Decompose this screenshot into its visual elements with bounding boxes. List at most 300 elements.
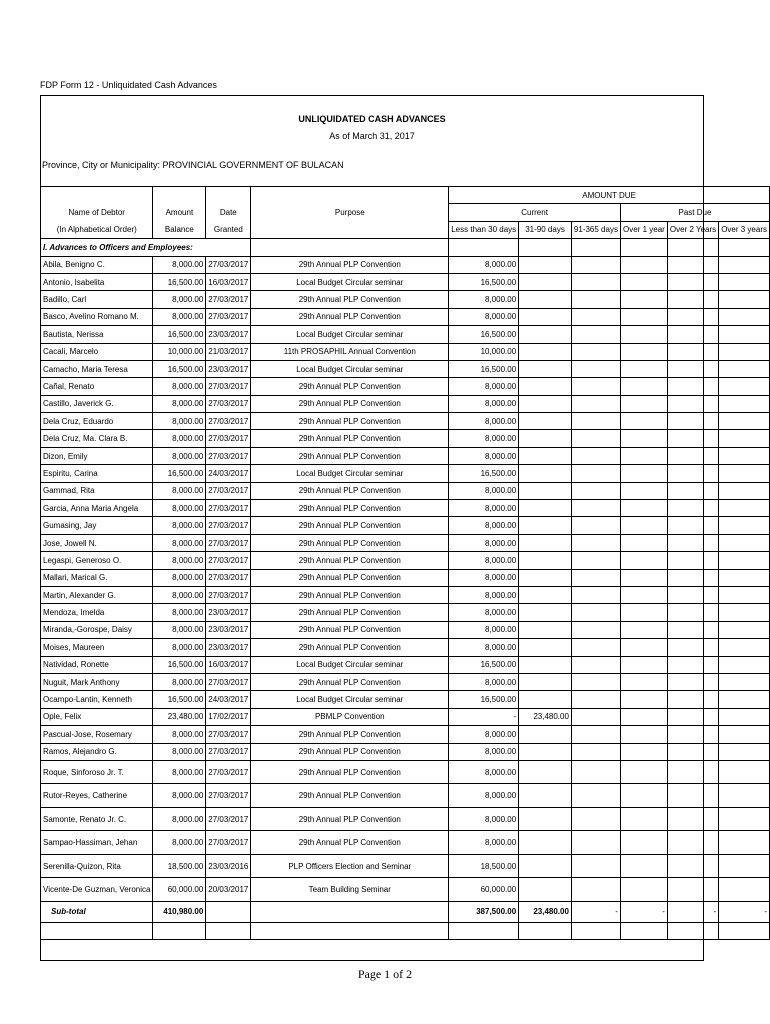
table-row [41,343,770,360]
debtor-name: Gumasing, Jay [41,517,153,534]
less-than-30-days: 8,000.00 [449,552,519,569]
date-granted: 27/03/2017 [206,807,251,831]
over-1-year [620,691,667,708]
amount-due-header: AMOUNT DUE [449,187,770,204]
days-31-90 [519,569,572,586]
table-row [41,378,770,395]
empty-cell [153,922,206,939]
over-3-years [719,784,770,808]
over-3-years [719,854,770,878]
over-3-years [719,807,770,831]
less-than-30-days: 16,500.00 [449,273,519,290]
empty-cell [719,922,770,939]
days-91-365 [571,291,620,308]
over-3-years [719,360,770,377]
over-1-year [620,708,667,725]
header-row-2 [41,204,770,221]
purpose: 29th Annual PLP Convention [251,395,449,412]
amount-balance: 8,000.00 [153,569,206,586]
days-31-90 [519,343,572,360]
subtotal-d91-365: - [571,901,620,922]
date-granted: 27/03/2017 [206,256,251,273]
less-than-30-days: 8,000.00 [449,517,519,534]
over-1-year [620,552,667,569]
subtotal-over1: - [620,901,667,922]
days-91-365 [571,273,620,290]
date-granted: 27/03/2017 [206,430,251,447]
days-31-90 [519,430,572,447]
purpose: PLP Officers Election and Seminar [251,854,449,878]
over-1-year [620,854,667,878]
days-91-365 [571,534,620,551]
over-2-years [667,534,718,551]
table-row [41,447,770,464]
purpose: 29th Annual PLP Convention [251,586,449,603]
debtor-name: Roque, Sinforoso Jr. T. [41,760,153,784]
amount-balance: 10,000.00 [153,343,206,360]
days-91-365 [571,691,620,708]
over-1-year [620,621,667,638]
date-granted: 23/03/2017 [206,639,251,656]
table-row [41,656,770,673]
purpose: 29th Annual PLP Convention [251,256,449,273]
date-granted: 24/03/2017 [206,465,251,482]
over-2-years [667,673,718,690]
over-3-years [719,430,770,447]
days-91-365 [571,878,620,902]
date-granted: 16/03/2017 [206,656,251,673]
days-31-90 [519,586,572,603]
over-2-years [667,500,718,517]
over-1-year [620,343,667,360]
less-than-30-days: 8,000.00 [449,639,519,656]
amount-balance: 8,000.00 [153,743,206,760]
date-granted: 27/03/2017 [206,831,251,855]
over-1-year [620,604,667,621]
debtor-name: Pascual-Jose, Rosemary [41,726,153,743]
table-row [41,256,770,273]
debtor-name: Mallari, Marical G. [41,569,153,586]
purpose: 11th PROSAPHIL Annual Convention [251,343,449,360]
over-2-years [667,807,718,831]
debtor-name: Legaspi, Generoso O. [41,552,153,569]
less-than-30-days: 8,000.00 [449,604,519,621]
purpose: Local Budget Circular seminar [251,465,449,482]
date-granted: 21/03/2017 [206,343,251,360]
over-1-year [620,430,667,447]
amount-balance: 8,000.00 [153,726,206,743]
amount-balance: 8,000.00 [153,621,206,638]
over-2-years [667,378,718,395]
days-31-90 [519,308,572,325]
subtotal-amount: 410,980.00 [153,901,206,922]
less-than-30-days: - [449,708,519,725]
days-31-90 [519,604,572,621]
over-3-years [719,517,770,534]
over-2-years [667,604,718,621]
amount-balance: 16,500.00 [153,656,206,673]
empty-cell [41,922,153,939]
over-2-years [667,291,718,308]
days-31-90 [519,482,572,499]
days-31-90 [519,552,572,569]
purpose: 29th Annual PLP Convention [251,673,449,690]
over-2-years [667,569,718,586]
date-granted: 27/03/2017 [206,447,251,464]
purpose: 29th Annual PLP Convention [251,413,449,430]
less-than-30-days: 8,000.00 [449,500,519,517]
debtor-name: Badillo, Carl [41,291,153,308]
date-granted: 23/03/2016 [206,854,251,878]
over-3-years [719,256,770,273]
over-3-years [719,604,770,621]
days-91-365 [571,639,620,656]
less-than-30-days: 8,000.00 [449,784,519,808]
less-than-30-days: 16,500.00 [449,360,519,377]
debtor-name: Gammad, Rita [41,482,153,499]
debtor-name: Dizon, Emily [41,447,153,464]
over-2-years [667,831,718,855]
date-granted: 27/03/2017 [206,517,251,534]
less-than-30-days: 8,000.00 [449,621,519,638]
over2-header: Over 2 Years [667,221,718,238]
purpose: 29th Annual PLP Convention [251,604,449,621]
over-2-years [667,760,718,784]
over-2-years [667,308,718,325]
debtor-name: Samonte, Renato Jr. C. [41,807,153,831]
page-footer: Page 1 of 2 [357,967,413,981]
report-title: UNLIQUIDATED CASH ADVANCES [298,114,446,124]
purpose: 29th Annual PLP Convention [251,639,449,656]
blank-row [41,922,770,939]
over-3-years [719,552,770,569]
empty-cell [519,922,572,939]
days-31-90 [519,831,572,855]
debtor-name: Ople, Felix [41,708,153,725]
days-91-365 [571,586,620,603]
header-row-3 [41,221,770,238]
days-91-365 [571,854,620,878]
days-31-90 [519,465,572,482]
amount-balance: 60,000.00 [153,878,206,902]
over-1-year [620,673,667,690]
days-31-90: 23,480.00 [519,708,572,725]
days-91-365 [571,395,620,412]
days-91-365 [571,807,620,831]
less-than-30-days: 10,000.00 [449,343,519,360]
amount-balance: 8,000.00 [153,586,206,603]
amount-balance: 8,000.00 [153,500,206,517]
amount-balance: 23,480.00 [153,708,206,725]
table-row [41,878,770,902]
over-1-year [620,807,667,831]
over-3-years [719,760,770,784]
date-granted: 27/03/2017 [206,308,251,325]
over-3-years [719,326,770,343]
days-91-365 [571,621,620,638]
days-31-90 [519,326,572,343]
table-row [41,308,770,325]
debtor-name: Dela Cruz, Ma. Clara B. [41,430,153,447]
date-granted: 27/03/2017 [206,534,251,551]
over-2-years [667,743,718,760]
over-2-years [667,726,718,743]
date-granted: 27/03/2017 [206,413,251,430]
d31-90-header: 31-90 days [519,221,572,238]
table-row [41,691,770,708]
date-granted: 23/03/2017 [206,326,251,343]
amount-balance: 8,000.00 [153,308,206,325]
over-3-years [719,708,770,725]
amount-balance: 8,000.00 [153,534,206,551]
debtor-name: Bautista, Nerissa [41,326,153,343]
past-due-header: Past Due [620,204,769,221]
days-91-365 [571,430,620,447]
over-2-years [667,784,718,808]
less-than-30-days: 16,500.00 [449,465,519,482]
over-1-year [620,784,667,808]
purpose: 29th Annual PLP Convention [251,500,449,517]
section-row [41,239,770,256]
days-31-90 [519,639,572,656]
less-than-30-days: 8,000.00 [449,308,519,325]
days-91-365 [571,465,620,482]
days-91-365 [571,656,620,673]
purpose: 29th Annual PLP Convention [251,784,449,808]
days-31-90 [519,273,572,290]
date-granted: 24/03/2017 [206,691,251,708]
table-row [41,273,770,290]
over-3-years [719,308,770,325]
over-1-year [620,656,667,673]
table-row [41,360,770,377]
debtor-name: Dela Cruz, Eduardo [41,413,153,430]
over-2-years [667,708,718,725]
current-header: Current [449,204,621,221]
empty-cell [206,922,251,939]
amount-balance: 8,000.00 [153,807,206,831]
date-granted: 27/03/2017 [206,482,251,499]
less-than-30-days: 8,000.00 [449,569,519,586]
over-3-years [719,378,770,395]
over-2-years [667,360,718,377]
over-3-years [719,656,770,673]
less-than-30-days: 8,000.00 [449,291,519,308]
over-1-year [620,534,667,551]
subtotal-d31-90: 23,480.00 [519,901,572,922]
over-2-years [667,343,718,360]
date-granted: 23/03/2017 [206,360,251,377]
days-31-90 [519,291,572,308]
date-granted: 20/03/2017 [206,878,251,902]
over-2-years [667,878,718,902]
over-2-years [667,273,718,290]
less-than-30-days: 8,000.00 [449,482,519,499]
over-2-years [667,465,718,482]
less-than-30-days: 8,000.00 [449,256,519,273]
debtor-name: Nuguit, Mark Anthony [41,673,153,690]
table-row [41,604,770,621]
debtor-name: Camacho, Maria Teresa [41,360,153,377]
amount-balance: 8,000.00 [153,517,206,534]
days-91-365 [571,500,620,517]
date-granted: 17/02/2017 [206,708,251,725]
over-1-year [620,831,667,855]
empty-cell [571,922,620,939]
subtotal-row [41,901,770,922]
purpose: 29th Annual PLP Convention [251,807,449,831]
over-2-years [667,517,718,534]
purpose: 29th Annual PLP Convention [251,378,449,395]
days-31-90 [519,691,572,708]
table-row [41,482,770,499]
table-row [41,430,770,447]
province-line: Province, City or Municipality: PROVINCIAL GOVERNMENT OF BULACAN [42,160,344,170]
amount-balance: 8,000.00 [153,395,206,412]
less-than-30-days: 8,000.00 [449,807,519,831]
table-row [41,291,770,308]
over-1-year [620,639,667,656]
amount-balance: 8,000.00 [153,784,206,808]
over-1-year [620,760,667,784]
over-3-years [719,639,770,656]
over-1-year [620,586,667,603]
over-2-years [667,482,718,499]
empty-cell [449,922,519,939]
debtor-name: Mendoza, Imelda [41,604,153,621]
purpose: PBMLP Convention [251,708,449,725]
less-than-30-days: 16,500.00 [449,326,519,343]
days-31-90 [519,854,572,878]
over-2-years [667,639,718,656]
over-1-year [620,743,667,760]
over-3-years [719,343,770,360]
debtor-name: Ocampo-Lantin, Kenneth [41,691,153,708]
over-1-year [620,395,667,412]
over-1-year [620,378,667,395]
purpose: 29th Annual PLP Convention [251,291,449,308]
header-row-1 [41,187,770,204]
table-row [41,831,770,855]
days-31-90 [519,413,572,430]
over-1-year [620,360,667,377]
over-3-years [719,291,770,308]
over-1-year [620,256,667,273]
less-than-30-days: 8,000.00 [449,395,519,412]
date-granted: 27/03/2017 [206,760,251,784]
empty-cell [667,922,718,939]
table-row [41,708,770,725]
over-1-year [620,517,667,534]
over-1-year [620,726,667,743]
less-than-30-days: 8,000.00 [449,743,519,760]
purpose: Local Budget Circular seminar [251,691,449,708]
table-row [41,586,770,603]
amount-balance: 8,000.00 [153,430,206,447]
less-than-30-days: 18,500.00 [449,854,519,878]
over-2-years [667,447,718,464]
empty-cell [251,922,449,939]
date-granted: 27/03/2017 [206,784,251,808]
over-1-year [620,413,667,430]
date-granted: 27/03/2017 [206,395,251,412]
date-granted: 27/03/2017 [206,586,251,603]
amount-balance: 8,000.00 [153,291,206,308]
over-3-years [719,621,770,638]
over-1-year [620,291,667,308]
days-31-90 [519,878,572,902]
days-91-365 [571,708,620,725]
amount-balance: 8,000.00 [153,378,206,395]
debtor-name: Cacali, Marcelo [41,343,153,360]
purpose: 29th Annual PLP Convention [251,743,449,760]
debtor-name: Miranda,-Gorospe, Daisy [41,621,153,638]
subtotal-less30: 387,500.00 [449,901,519,922]
less-than-30-days: 8,000.00 [449,534,519,551]
days-91-365 [571,256,620,273]
purpose: 29th Annual PLP Convention [251,534,449,551]
days-31-90 [519,743,572,760]
table-row [41,807,770,831]
empty-cell [251,901,449,922]
days-31-90 [519,395,572,412]
debtor-name: Antonio, Isabelita [41,273,153,290]
amount-balance: 8,000.00 [153,256,206,273]
date-granted: 16/03/2017 [206,273,251,290]
over-3-years [719,482,770,499]
over-3-years [719,586,770,603]
over-2-years [667,430,718,447]
over-3-years [719,673,770,690]
purpose: Local Budget Circular seminar [251,273,449,290]
table-row [41,621,770,638]
debtor-name: Moises, Maureen [41,639,153,656]
empty-cell [206,901,251,922]
debtor-name: Rutor-Reyes, Catherine [41,784,153,808]
over-2-years [667,691,718,708]
over-2-years [667,256,718,273]
over-1-year [620,273,667,290]
over-2-years [667,656,718,673]
less-than-30-days: 16,500.00 [449,656,519,673]
purpose: 29th Annual PLP Convention [251,760,449,784]
less-than-30-days: 8,000.00 [449,586,519,603]
table-row [41,854,770,878]
days-91-365 [571,308,620,325]
table-row [41,784,770,808]
amount-balance: 18,500.00 [153,854,206,878]
over-1-year [620,308,667,325]
debtor-name: Vicente-De Guzman, Veronica [41,878,153,902]
debtor-name: Garcia, Anna Maria Angela [41,500,153,517]
days-31-90 [519,256,572,273]
days-91-365 [571,831,620,855]
days-91-365 [571,482,620,499]
over-1-year [620,878,667,902]
over-2-years [667,326,718,343]
date-granted: 27/03/2017 [206,743,251,760]
table-row [41,639,770,656]
days-31-90 [519,621,572,638]
purpose: Local Budget Circular seminar [251,360,449,377]
days-31-90 [519,447,572,464]
days-91-365 [571,673,620,690]
days-31-90 [519,726,572,743]
amount-subheader: Balance [153,221,206,238]
purpose: 29th Annual PLP Convention [251,447,449,464]
less-than-30-days: 8,000.00 [449,413,519,430]
less-than-30-days: 8,000.00 [449,726,519,743]
